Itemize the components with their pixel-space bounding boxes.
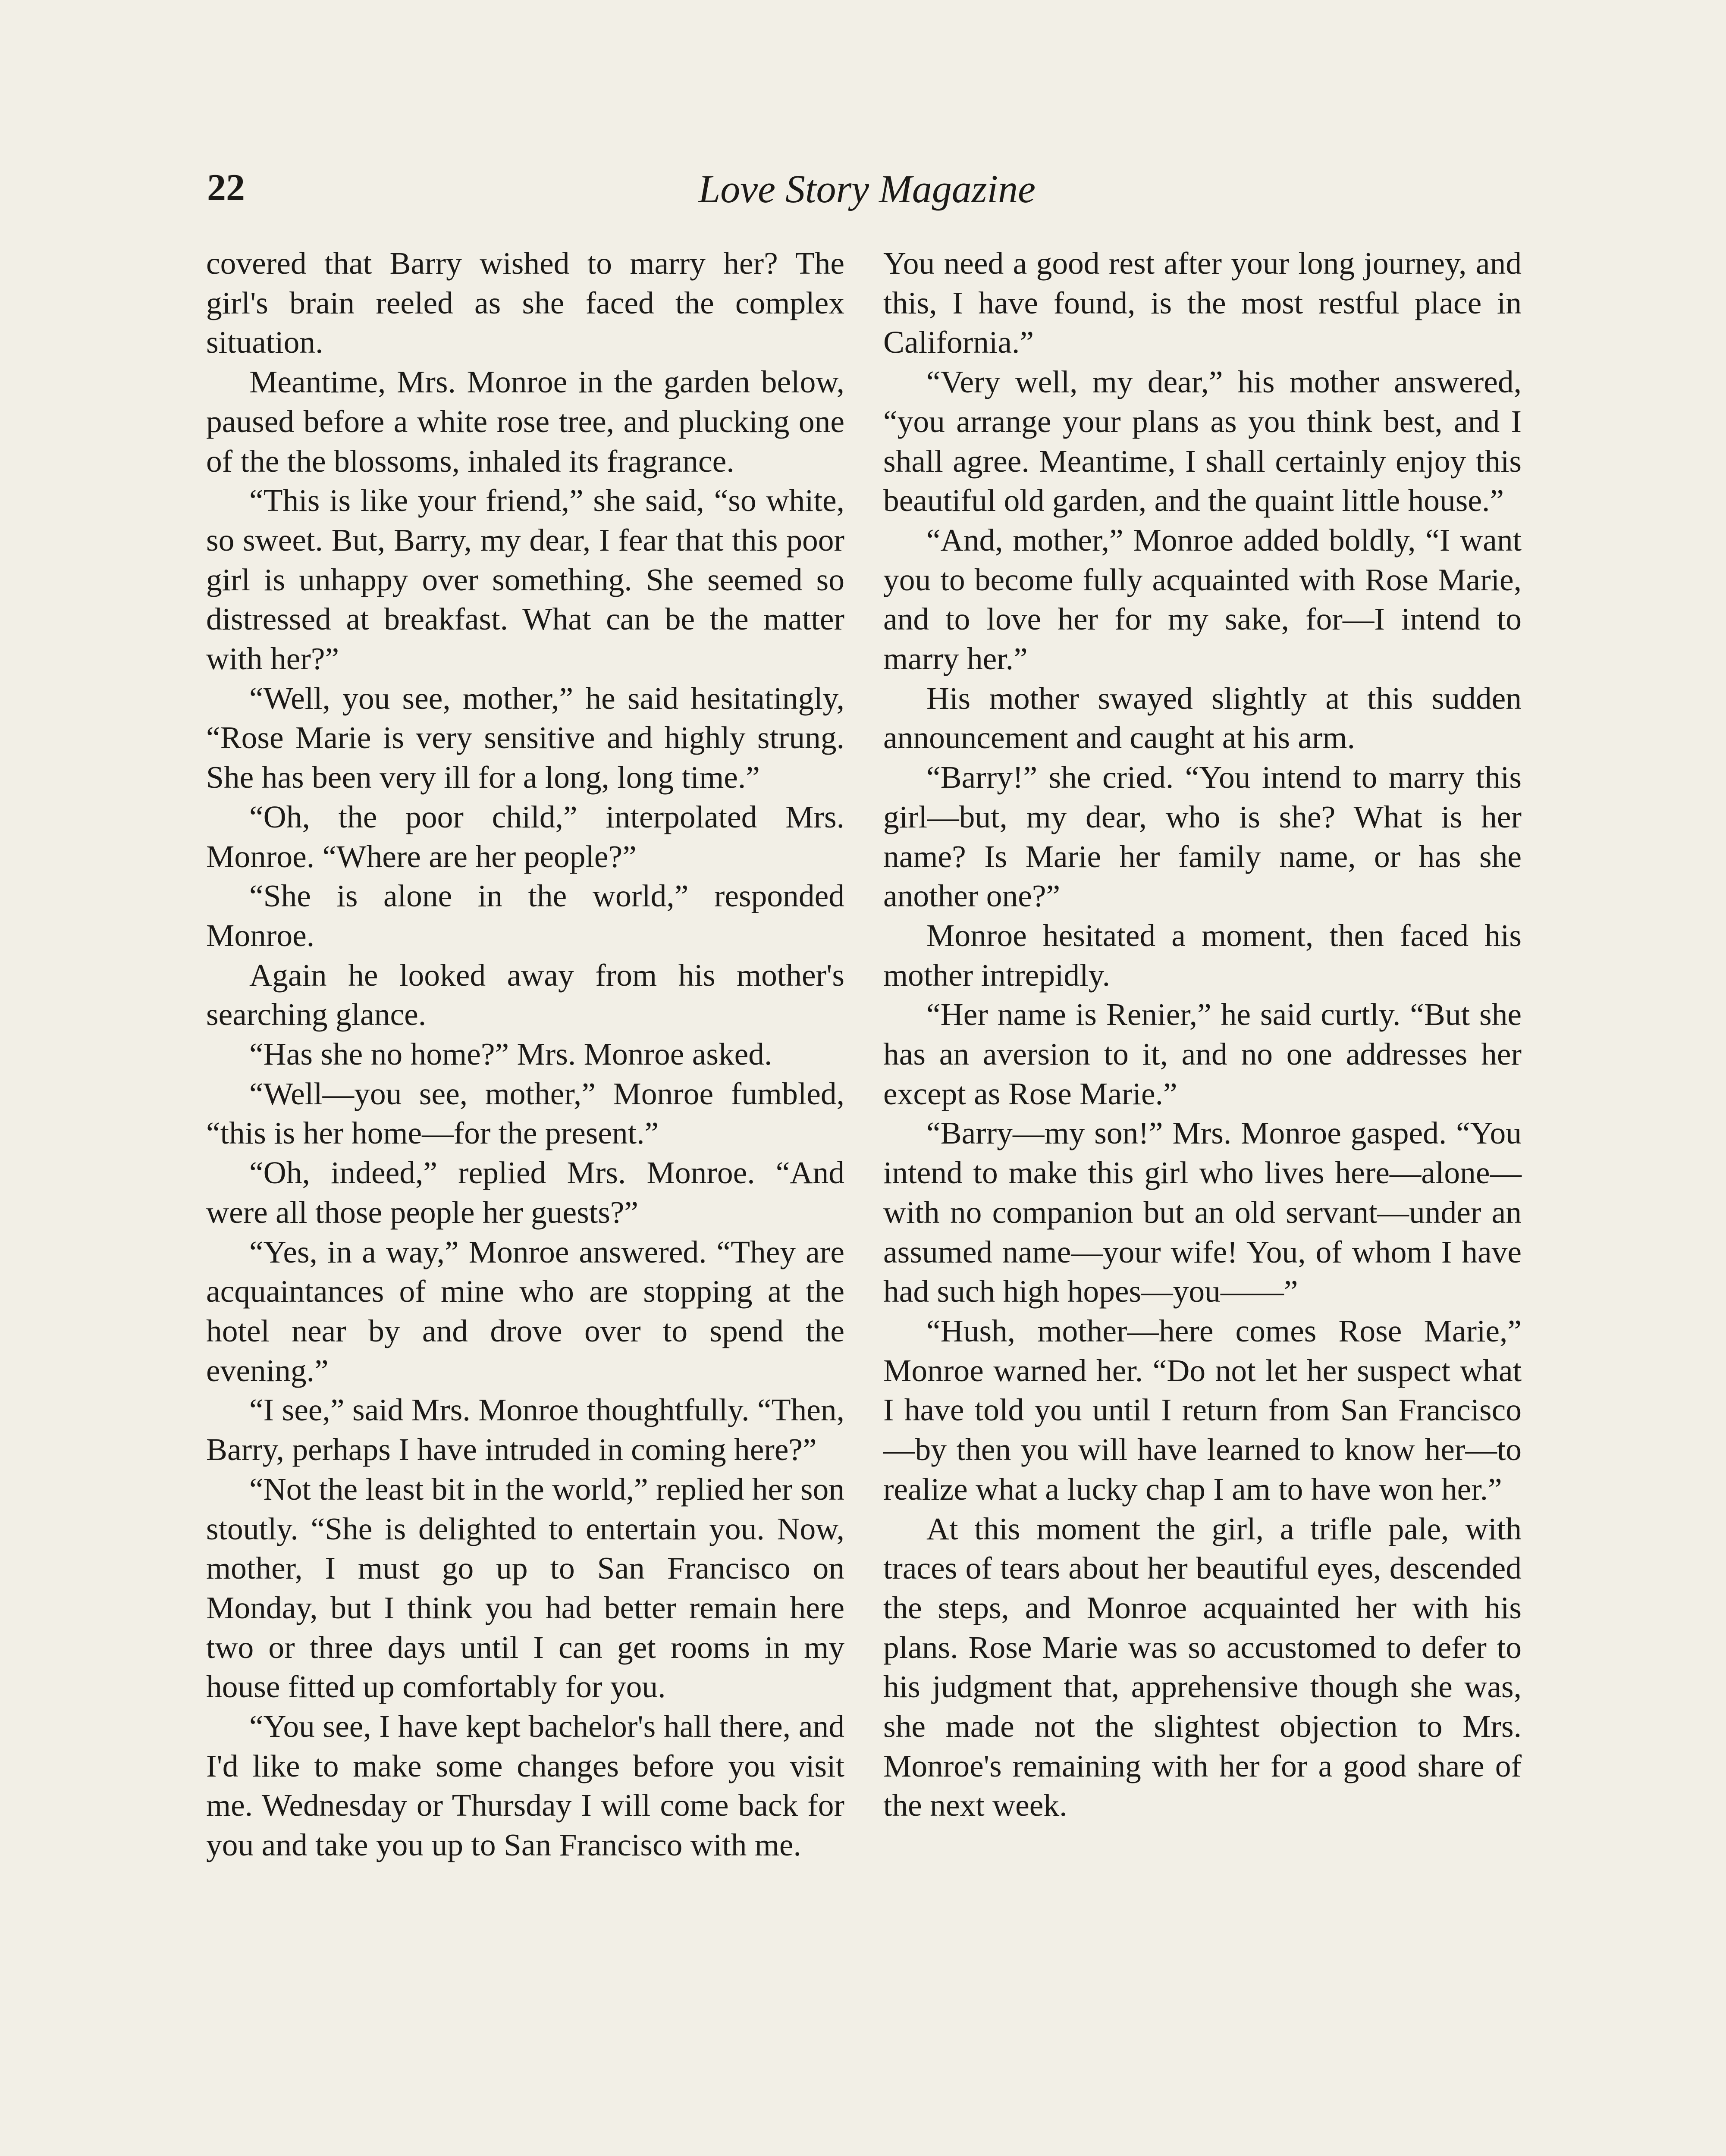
paragraph: “Her name is Renier,” he said curtly. “But she has an aversion to it, and no one addresses her except as Rose Marie.” xyxy=(883,997,1522,1111)
paragraph: “I see,” said Mrs. Monroe thoughtfully. “Then, Barry, perhaps I have intruded in coming here?” xyxy=(206,1392,844,1467)
paragraph: “Yes, in a way,” Monroe answered. “They are acquaintances of mine who are stopping at the hotel near by and drove over to spend the evening.” xyxy=(206,1234,844,1388)
paragraph: “Barry—my son!” Mrs. Monroe gasped. “You intend to make this girl who lives here—alone—with no companion but an old servant—under an assumed name—your wife! You, of whom I have had such high hopes—you——” xyxy=(883,1116,1522,1309)
paragraph: You need a good rest after your long journey, and this, I have found, is the most restful place in California.” xyxy=(883,246,1522,360)
paragraph: covered that Barry wished to marry her? The girl's brain reeled as she faced the complex situation. xyxy=(206,246,844,360)
paragraph: “Hush, mother—here comes Rose Marie,” Monroe warned her. “Do not let her suspect what I have told you until I return from San Francisco—by then you will have learned to know her—to realize what a lucky chap I am to have won her.” xyxy=(883,1313,1522,1507)
magazine-title: Love Story Magazine xyxy=(698,167,1036,211)
paragraph: His mother swayed slightly at this sudden announcement and caught at his arm. xyxy=(883,680,1522,755)
paragraph: “Not the least bit in the world,” replied her son stoutly. “She is delighted to entertain you. Now, mother, I must go up to San Francisco on Monday, but I think you had better remain here two or three days until I can get rooms in my house fitted up comfortably for you. xyxy=(206,1471,844,1705)
paragraph: At this moment the girl, a trifle pale, with traces of tears about her beautiful eyes, descended the steps, and Monroe acquainted her with his plans. Rose Marie was so accustomed to defer to his judgment that, apprehensive though she was, she made not the slightest objection to Mrs. Monroe's remaining with her for a good share of the next week. xyxy=(883,1511,1522,1823)
paragraph: Again he looked away from his mother's searching glance. xyxy=(206,957,844,1032)
paragraph: Monroe hesitated a moment, then faced his mother intrepidly. xyxy=(883,918,1522,993)
paragraph: “Has she no home?” Mrs. Monroe asked. xyxy=(249,1037,772,1072)
paragraph: “Well—you see, mother,” Monroe fumbled, “this is her home—for the present.” xyxy=(206,1076,844,1151)
paragraph: “Oh, indeed,” replied Mrs. Monroe. “And were all those people her guests?” xyxy=(206,1155,844,1230)
right-column xyxy=(883,244,1522,1825)
left-column xyxy=(206,244,844,1865)
paragraph: “You see, I have kept bachelor's hall there, and I'd like to make some changes before you visit me. Wednesday or Thursday I will come back for you and take you up to San Francisco with me. xyxy=(206,1709,844,1863)
paragraph: “Well, you see, mother,” he said hesitatingly, “Rose Marie is very sensitive and highly strung. She has been very ill for a long, long time.” xyxy=(206,680,844,795)
paragraph: Meantime, Mrs. Monroe in the garden below, paused before a white rose tree, and plucking one of the the blossoms, inhaled its fragrance. xyxy=(206,364,844,479)
paragraph: “She is alone in the world,” responded Monroe. xyxy=(206,878,844,953)
page-number: 22 xyxy=(207,167,245,209)
paragraph: “And, mother,” Monroe added boldly, “I want you to become fully acquainted with Rose Marie, and to love her for my sake, for—I intend to marry her.” xyxy=(883,522,1522,677)
paragraph: “Very well, my dear,” his mother answered, “you arrange your plans as you think best, and I shall agree. Meantime, I shall certainly enjoy this beautiful old garden, and the quaint little house.” xyxy=(883,364,1522,518)
paragraph: “Barry!” she cried. “You intend to marry this girl—but, my dear, who is she? What is her name? Is Marie her family name, or has she another one?” xyxy=(883,760,1522,914)
paragraph: “Oh, the poor child,” interpolated Mrs. Monroe. “Where are her people?” xyxy=(206,799,844,874)
paragraph: “This is like your friend,” she said, “so white, so sweet. But, Barry, my dear, I fear that this poor girl is unhappy over something. She seemed so distressed at breakfast. What can be the matter with her?” xyxy=(206,483,844,677)
